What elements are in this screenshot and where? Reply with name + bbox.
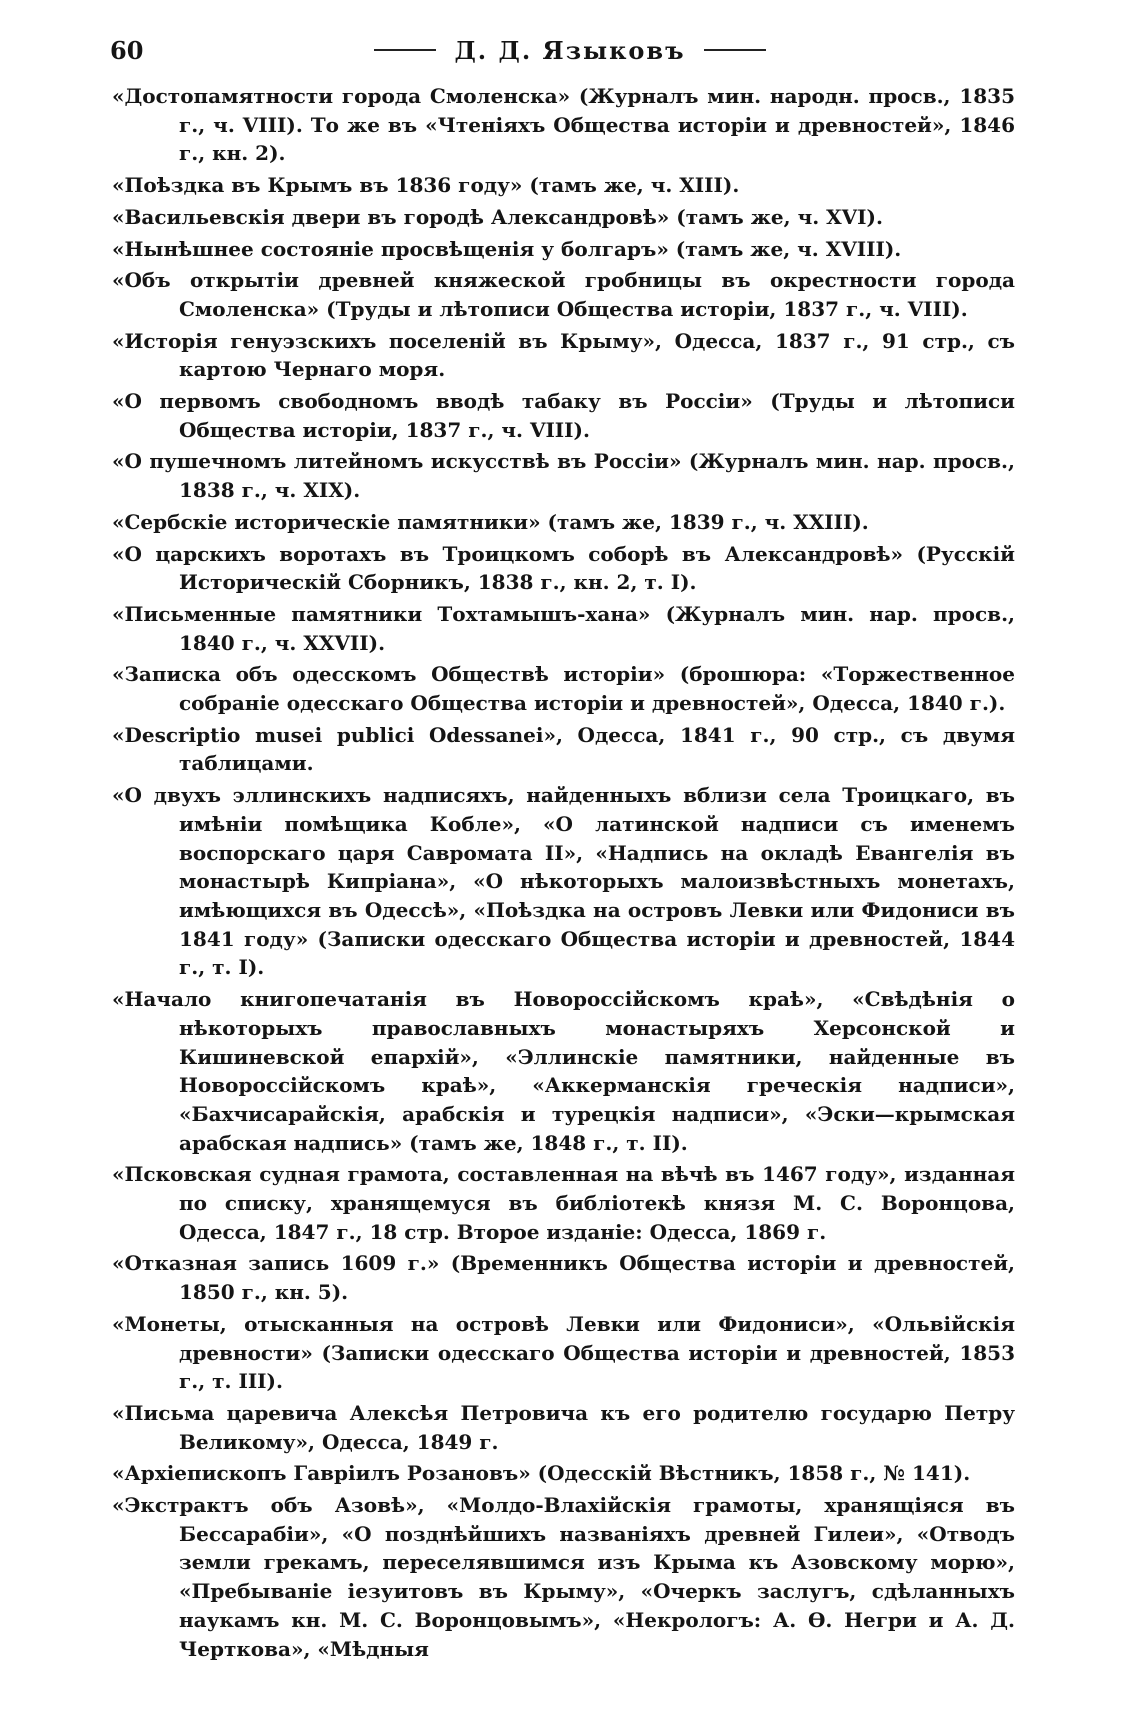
page-header xyxy=(110,36,1030,76)
bibliography-entry: «Объ открытіи древней княжеской гробницы въ окрестности города Смоленска» (Труды и лѣтописи Общества исторіи, 1837 г., ч. VIII). xyxy=(112,268,1015,321)
bibliography-entry: «Начало книгопечатанія въ Новороссійскомъ краѣ», «Свѣдѣнія о нѣкоторыхъ православныхъ монастыряхъ Херсонской и Кишиневской епархій», «Эллинскіе памятники, найденные въ Новороссійскомъ краѣ», «Аккерманскія греческія надписи», «Бахчисарайскія, арабскія и турецкія надписи», «Эски—крымская арабская надпись» (тамъ же, 1848 г., т. II). xyxy=(112,987,1015,1155)
running-head: Д. Д. Языковъ xyxy=(110,36,1030,65)
bibliography-entry: «Письменные памятники Тохтамышъ-хана» (Журналъ мин. нар. просв., 1840 г., ч. XXVII). xyxy=(112,601,1015,655)
bibliography-entry: «Архіепископъ Гавріилъ Розановъ» (Одесскій Вѣстникъ, 1858 г., № 141). xyxy=(112,1461,971,1486)
bibliography-entry: «Записка объ одесскомъ Обществѣ исторіи» (брошюра: «Торжественное собраніе одесскаго Общества исторіи и древностей», Одесса, 1840 г.). xyxy=(112,662,1015,716)
page-number: 60 xyxy=(110,36,144,65)
bibliography-entry: «Экстрактъ объ Азовѣ», «Молдо-Влахійскія грамоты, хранящіяся въ Бессарабіи», «О позднѣйшихъ названіяхъ древней Гилеи», «Отводъ земли грекамъ, переселявшимся изъ Крыма къ Азовскому морю», «Пребываніе іезуитовъ въ Крыму», «Очеркъ заслугъ, сдѣланныхъ наукамъ кн. М. С. Воронцовымъ», «Некрологъ: А. Ѳ. Негри и А. Д. Черткова», «Мѣдныя xyxy=(112,1493,1015,1661)
bibliography-entry: «Письма царевича Алексѣя Петровича къ его родителю государю Петру Великому», Одесса, 1849 г. xyxy=(112,1400,1015,1454)
bibliography-entry: «Васильевскія двери въ городѣ Александровѣ» (тамъ же, ч. XVI). xyxy=(112,204,883,229)
bibliography-entry: «О первомъ свободномъ вводѣ табаку въ Россіи» (Труды и лѣтописи Общества исторіи, 1837 г., ч. VIII). xyxy=(112,389,1015,442)
bibliography-entry: «Псковская судная грамота, составленная на вѣчѣ въ 1467 году», изданная по списку, хранящемуся въ библіотекѣ князя М. С. Воронцова, Одесса, 1847 г., 18 стр. Второе изданіе: Одесса, 1869 г. xyxy=(112,1162,1015,1244)
bibliography-entry: «Descriptio musei publici Odessanei», Одесса, 1841 г., 90 стр., съ двумя таблицами. xyxy=(112,722,1015,776)
bibliography-entry: «Монеты, отысканныя на островѣ Левки или Фидониси», «Ольвійскія древности» (Записки одесскаго Общества исторіи и древностей, 1853 г., т. III). xyxy=(112,1311,1015,1394)
bibliography-entry: «Нынѣшнее состояніе просвѣщенія у болгаръ» (тамъ же, ч. XVIII). xyxy=(112,236,902,261)
bibliography-entry: «Сербскіе историческіе памятники» (тамъ же, 1839 г., ч. XXIII). xyxy=(112,509,869,534)
bibliography-entry: «О пушечномъ литейномъ искусствѣ въ Россіи» (Журналъ мин. нар. просв., 1838 г., ч. XIX). xyxy=(112,449,1015,503)
bibliography-entry: «О двухъ эллинскихъ надписяхъ, найденныхъ вблизи села Троицкаго, въ имѣніи помѣщика Кобле», «О латинской надписи съ именемъ воспорскаго царя Савромата II», «Надпись на окладѣ Евангелія въ монастырѣ Кипріана», «О нѣкоторыхъ малоизвѣстныхъ монетахъ, имѣющихся въ Одессѣ», «Поѣздка на островъ Левки или Фидониси въ 1841 году» (Записки одесскаго Общества исторіи и древностей, 1844 г., т. I). xyxy=(112,783,1015,980)
bibliography-entry: «Поѣздка въ Крымъ въ 1836 году» (тамъ же, ч. XIII). xyxy=(112,173,740,198)
bibliography-entry: «Исторія генуэзскихъ поселеній въ Крыму», Одесса, 1837 г., 91 стр., съ картою Чернаго моря. xyxy=(112,328,1015,382)
bibliography-list xyxy=(112,82,1015,1666)
bibliography-entry: «Отказная запись 1609 г.» (Временникъ Общества исторіи и древностей, 1850 г., кн. 5). xyxy=(112,1251,1015,1305)
bibliography-entry: «О царскихъ воротахъ въ Троицкомъ соборѣ въ Александровѣ» (Русскій Историческій Сборникъ, 1838 г., кн. 2, т. I). xyxy=(112,541,1015,595)
bibliography-entry: «Достопамятности города Смоленска» (Журналъ мин. народн. просв., 1835 г., ч. VIII). То же въ «Чтеніяхъ Общества исторіи и древностей», 1846 г., кн. 2). xyxy=(112,84,1015,166)
